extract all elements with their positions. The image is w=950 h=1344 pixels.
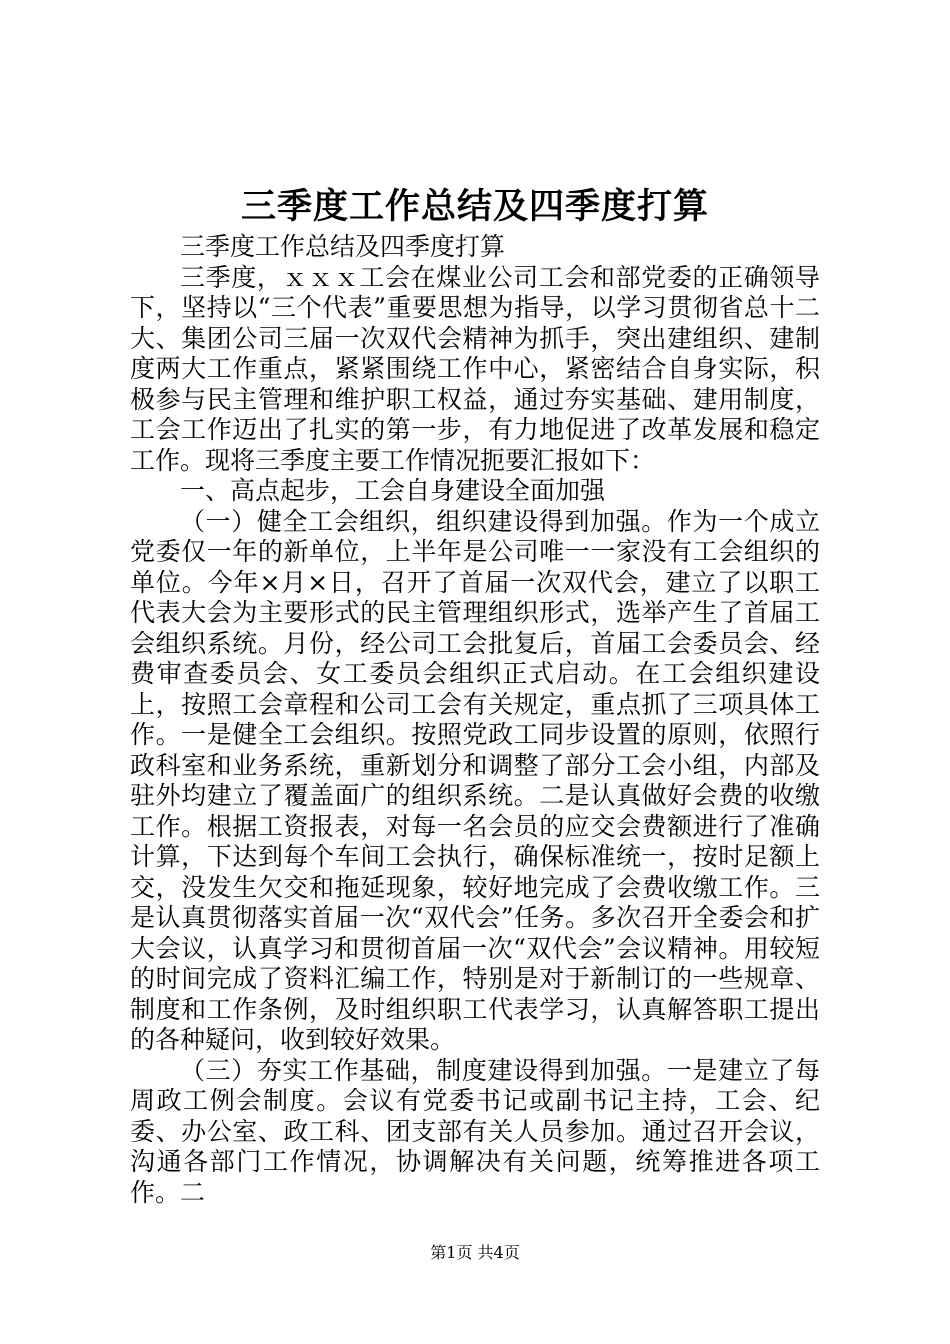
page-footer: 第1页 共4页 <box>430 1243 520 1262</box>
body-paragraph: （一）健全工会组织，组织建设得到加强。作为一个成立党委仅一年的新单位，上半年是公司唯一一家没有工会组织的单位。今年×月×日，召开了首届一次双代会，建立了以职工代表大会为主要形式的民主管理组织形式，选举产生了首届工会组织系统。月份，经公司工会批复后，首届工会委员会、经费审查委员会、女工委员会组织正式启动。在工会组织建设上，按照工会章程和公司工会有关规定，重点抓了三项具体工作。一是健全工会组织。按照党政工同步设置的原则，依照行政科室和业务系统，重新划分和调整了部分工会小组，内部及驻外均建立了覆盖面广的组织系统。二是认真做好会费的收缴工作。根据工资报表，对每一名会员的应交会费额进行了准确计算，下达到每个车间工会执行，确保标准统一，按时足额上交，没发生欠交和拖延现象，较好地完成了会费收缴工作。三是认真贯彻落实首届一次“双代会”任务。多次召开全委会和扩大会议，认真学习和贯彻首届一次“双代会”会议精神。用较短的时间完成了资料汇编工作，特别是对于新制订的一些规章、制度和工作条例，及时组织职工代表学习，认真解答职工提出的各种疑问，收到较好效果。 <box>130 506 820 1054</box>
intro-paragraph: 三季度，ｘｘｘ工会在煤业公司工会和部党委的正确领导下，坚持以“三个代表”重要思想为指导，以学习贯彻省总十二大、集团公司三届一次双代会精神为抓手，突出建组织、建制度两大工作重点，紧紧围绕工作中心，紧密结合自身实际，积极参与民主管理和维护职工权益，通过夯实基础、建用制度，工会工作迈出了扎实的第一步，有力地促进了改革发展和稳定工作。现将三季度主要工作情况扼要汇报如下： <box>130 262 820 475</box>
subtitle-paragraph: 三季度工作总结及四季度打算 <box>180 232 506 261</box>
section-heading: 一、高点起步，工会自身建设全面加强 <box>180 476 606 505</box>
document-title: 三季度工作总结及四季度打算 <box>240 186 709 227</box>
document-body <box>130 232 820 1208</box>
body-paragraph: （三）夯实工作基础，制度建设得到加强。一是建立了每周政工例会制度。会议有党委书记或副书记主持，工会、纪委、办公室、政工科、团支部有关人员参加。通过召开会议，沟通各部门工作情况，协调解决有关问题，统筹推进各项工作。二 <box>130 1055 820 1207</box>
